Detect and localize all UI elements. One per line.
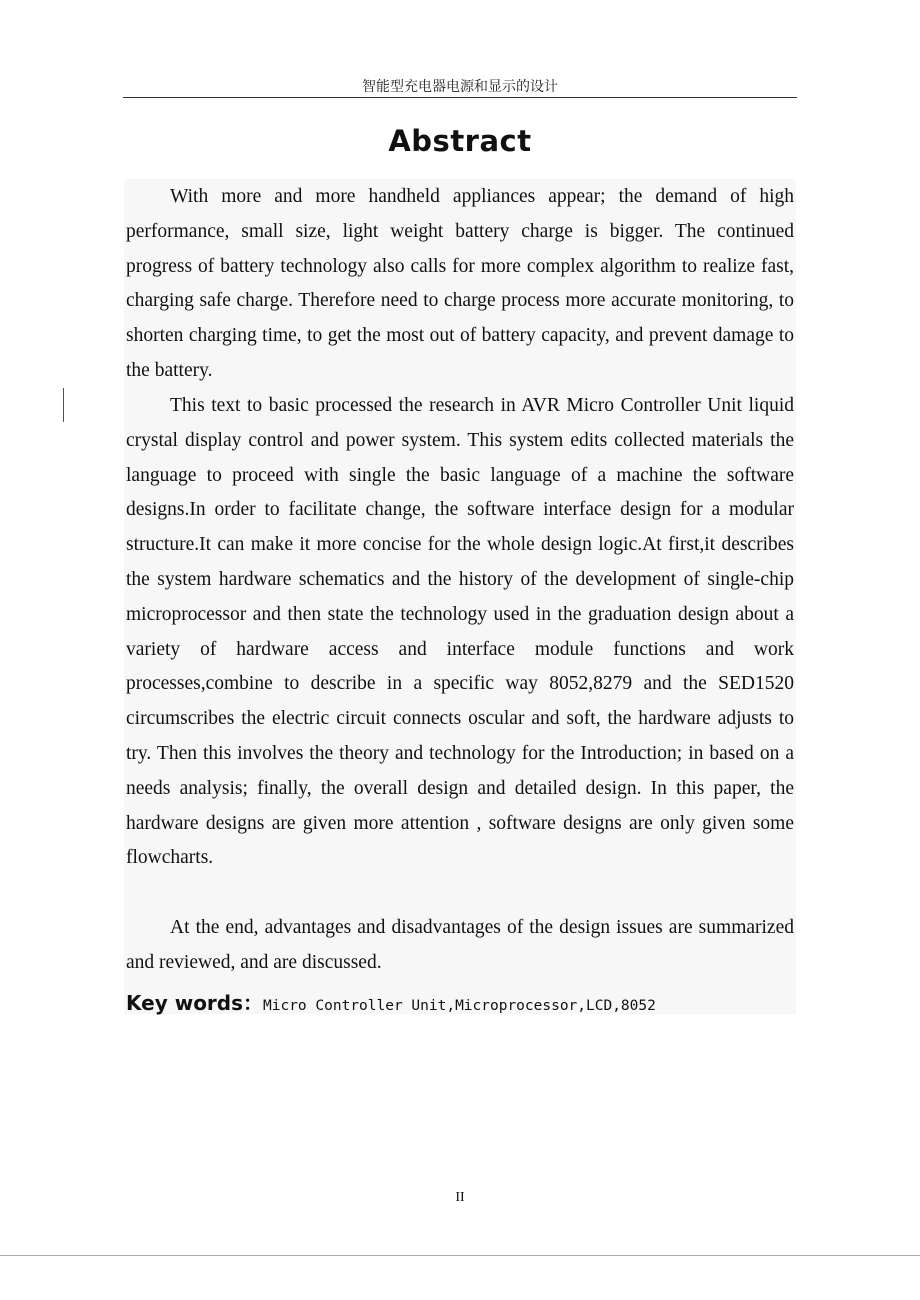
- header-title: 智能型充电器电源和显示的设计: [362, 79, 558, 95]
- page-number: II: [455, 1190, 465, 1205]
- keywords-label: Key words：: [126, 991, 264, 1015]
- header-rule: [123, 97, 797, 98]
- abstract-paragraph-3: At the end, advantages and disadvantages of the design issues are summarized and reviewed, and are discussed.: [126, 917, 794, 973]
- keywords-values: Micro Controller Unit,Microprocessor,LCD,8052: [263, 998, 656, 1014]
- footer-rule: [0, 1255, 920, 1256]
- text-cursor-mark: [63, 388, 64, 422]
- abstract-heading: Abstract: [388, 124, 532, 158]
- keywords-line: [126, 987, 794, 1016]
- abstract-paragraph-1: With more and more handheld appliances appear; the demand of high performance, small size, light weight battery charge is bigger. The continued progress of battery technology also calls for more complex algorithm to realize fast, charging safe charge. Therefore need to charge process more accurate monitoring, to shorten charging time, to get the most out of battery capacity, and prevent damage to the battery.: [126, 186, 794, 381]
- abstract-paragraph-2: This text to basic processed the research in AVR Micro Controller Unit liquid crystal display control and power system. This system edits collected materials the language to proceed with single the basic language of a machine the software designs.In order to facilitate change, the software interface design for a modular structure.It can make it more concise for the whole design logic.At first,it describes the system hardware schematics and the history of the development of single-chip microprocessor and then state the technology used in the graduation design about a variety of hardware access and interface module functions and work processes,combine to describe in a specific way 8052,8279 and the SED1520 circumscribes the electric circuit connects oscular and soft, the hardware adjusts to try. Then this involves the theory and technology for the Introduction; in based on a needs analysis; finally, the overall design and detailed design. In this paper, the hardware designs are given more attention , software designs are only given some flowcharts.: [126, 395, 794, 869]
